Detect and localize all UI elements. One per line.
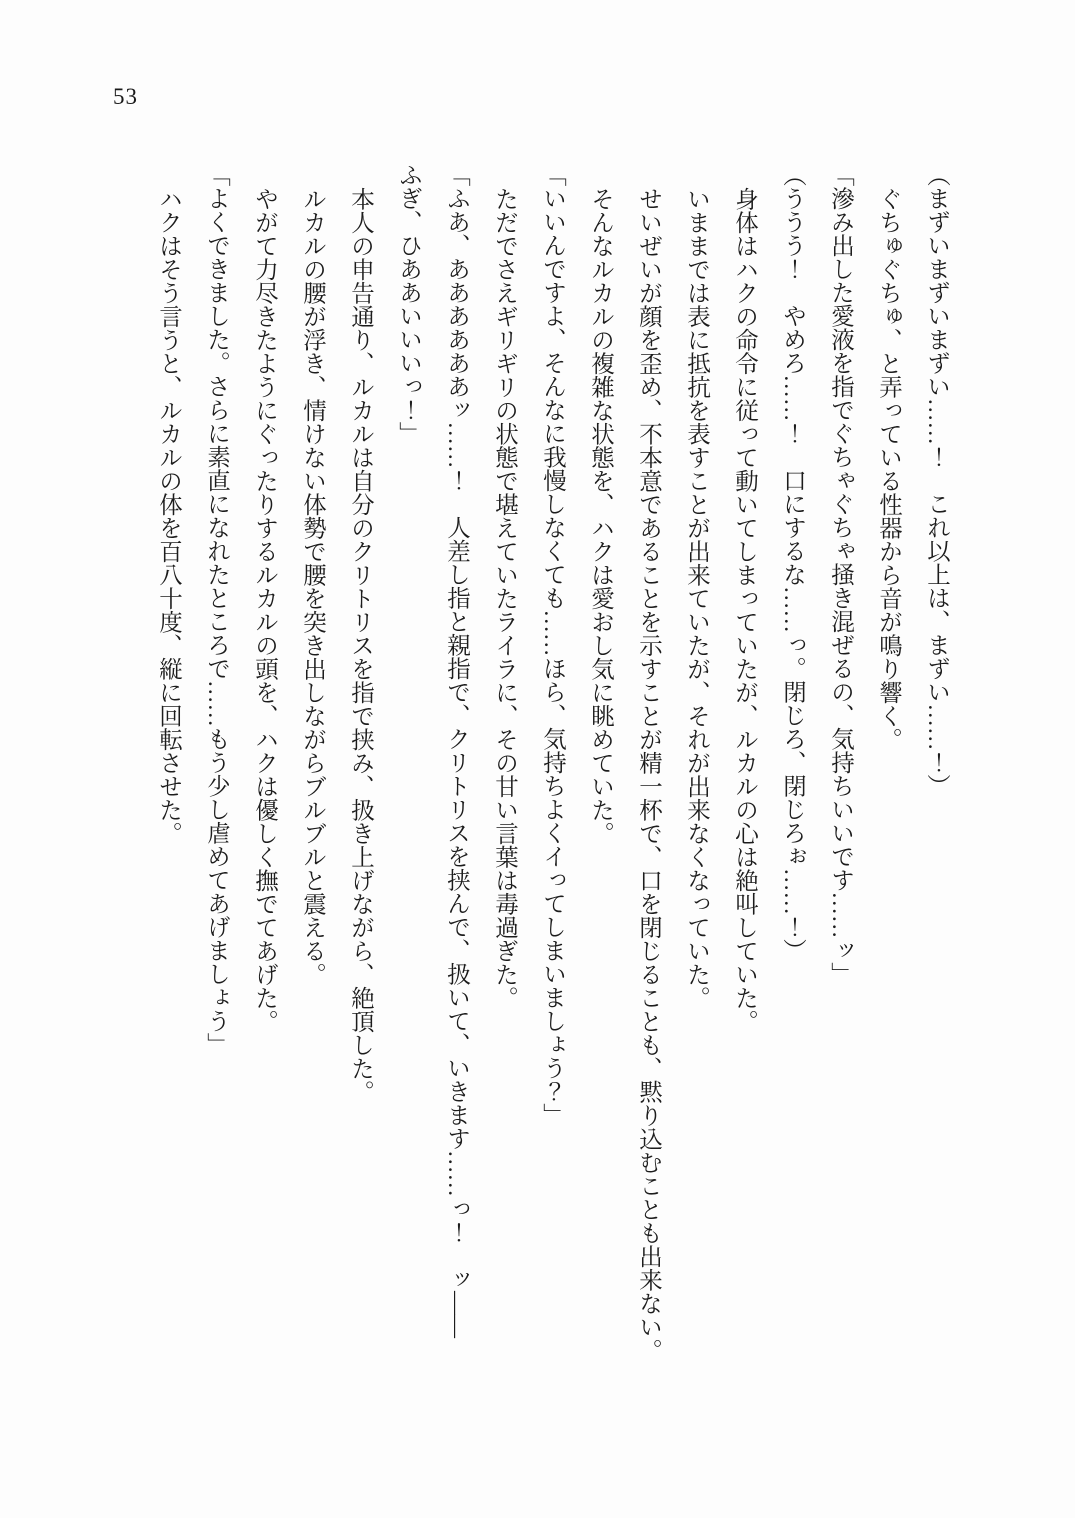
text-column: 「いいんですよ、そんなに我慢しなくても……ほら、気持ちよくイってしまいましょう？」 (539, 163, 565, 1127)
text-column: そんなルカルの複雑な状態を、ハクは愛おし気に眺めていた。 (587, 186, 613, 845)
text-column: 「ふあ、ああああああッ……！ 人差し指と親指で、クリトリスを挟んで、扱いて、いきます……っ！ ッ―― (443, 163, 469, 1338)
text-column: いままでは表に抵抗を表すことが出来ていたが、それが出来なくなっていた。 (683, 186, 709, 1009)
text-column: ルカルの腰が浮き、情けない体勢で腰を突き出しながらブルブルと震える。 (299, 186, 325, 986)
text-column: ふぎ、ひああいいいっ！」 (395, 163, 421, 445)
page-number: 53 (113, 84, 138, 109)
text-column: ぐちゅぐちゅ、と弄っている性器から音が鳴り響く。 (875, 186, 901, 751)
text-column: 身体はハクの命令に従って動いてしまっていたが、ルカルの心は絶叫していた。 (731, 186, 757, 1033)
text-column: やがて力尽きたようにぐったりするルカルの頭を、ハクは優しく撫でてあげた。 (251, 186, 277, 1033)
text-column: ただでさえギリギリの状態で堪えていたライラに、その甘い言葉は毒過ぎた。 (491, 186, 517, 1009)
text-column: 「よくできました。さらに素直になれたところで……もう少し虐めてあげましょう」 (203, 163, 229, 1056)
text-column: （ううう！ やめろ……！ 口にするな……っ。閉じろ、閉じろぉ……！） (779, 163, 805, 962)
text-column: ハクはそう言うと、ルカルの体を百八十度、縦に回転させた。 (155, 186, 181, 845)
text-column: 「滲み出した愛液を指でぐちゃぐちゃ掻き混ぜるの、気持ちいいです……ッ」 (827, 163, 853, 986)
text-column: 本人の申告通り、ルカルは自分のクリトリスを指で挟み、扱き上げながら、絶頂した。 (347, 186, 373, 1103)
page-text (144, 163, 960, 1413)
text-column: （まずいまずいまずい……！ これ以上は、まずい……！） (923, 163, 949, 798)
text-column: せいぜいが顔を歪め、不本意であることを示すことが精一杯で、口を閉じることも、黙り込むことも出来ない。 (635, 186, 661, 1362)
